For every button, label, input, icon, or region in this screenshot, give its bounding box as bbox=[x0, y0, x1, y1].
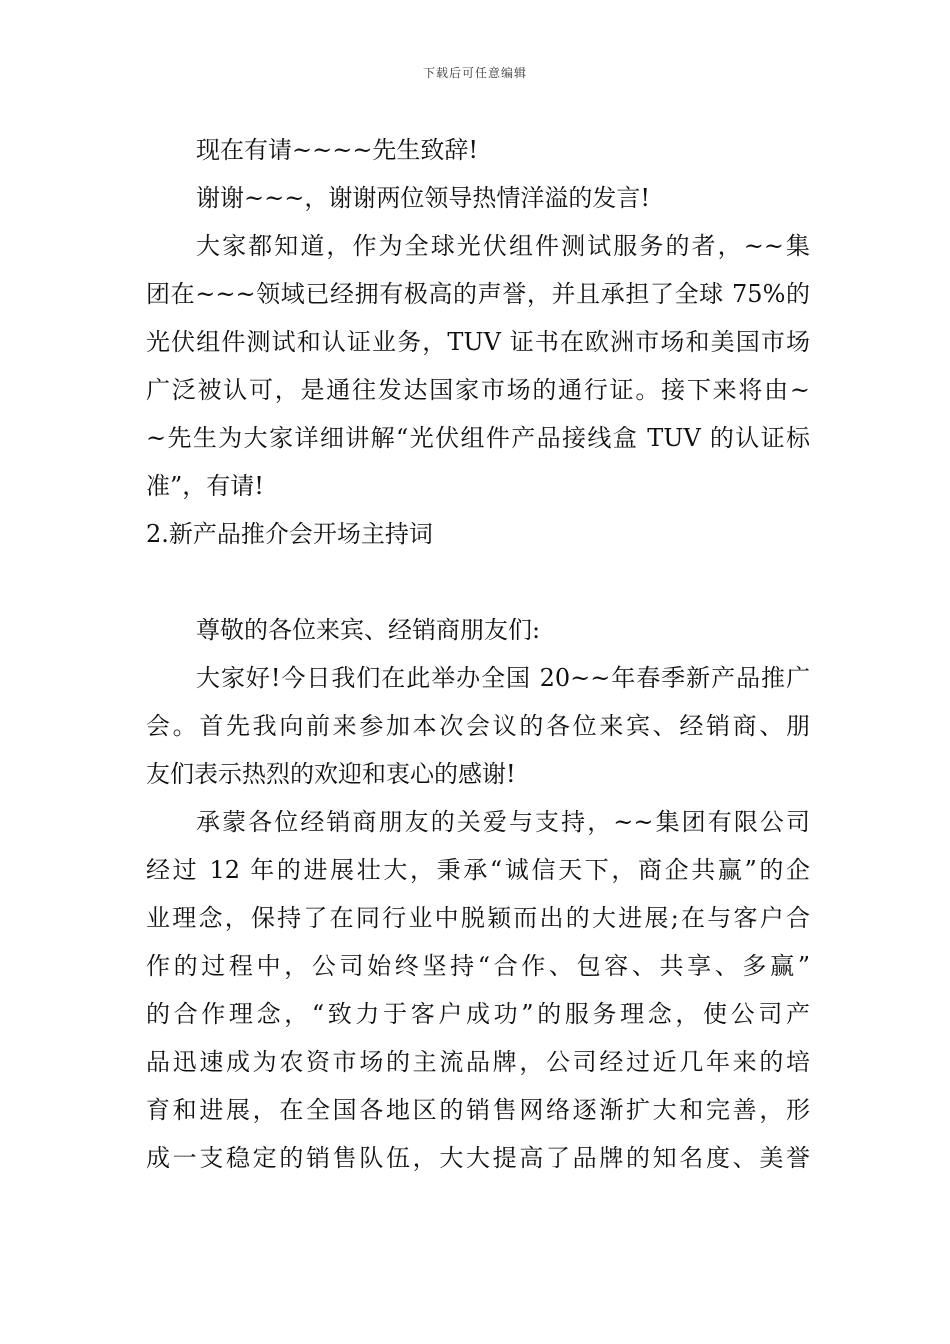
paragraph-line: 团在~~~领域已经拥有极高的声誉，并且承担了全球 75%的 bbox=[146, 280, 810, 308]
paragraph-line: 光伏组件测试和认证业务，TUV 证书在欧洲市场和美国市场 bbox=[146, 328, 810, 356]
section-heading: 2.新产品推介会开场主持词 bbox=[146, 520, 433, 548]
paragraph-line: 育和进展，在全国各地区的销售网络逐渐扩大和完善，形 bbox=[146, 1096, 810, 1124]
paragraph-line: 大家都知道，作为全球光伏组件测试服务的者，~~集 bbox=[196, 232, 810, 260]
paragraph-line: 准”，有请! bbox=[146, 472, 264, 500]
paragraph-line: 承蒙各位经销商朋友的关爱与支持，~~集团有限公司 bbox=[196, 808, 810, 836]
paragraph-line: 会。首先我向前来参加本次会议的各位来宾、经销商、朋 bbox=[146, 712, 810, 740]
paragraph-line: 谢谢~~~，谢谢两位领导热情洋溢的发言! bbox=[196, 184, 650, 212]
page-header: 下载后可任意编辑 bbox=[422, 66, 527, 80]
paragraph-line: 经过 12 年的进展壮大，秉承“诚信天下，商企共赢”的企 bbox=[146, 856, 810, 884]
paragraph-line: 现在有请~~~~先生致辞! bbox=[196, 136, 479, 164]
paragraph-line: 的合作理念，“致力于客户成功”的服务理念，使公司产 bbox=[146, 1000, 810, 1028]
blank-line bbox=[146, 558, 810, 606]
paragraph-line: 品迅速成为农资市场的主流品牌，公司经过近几年来的培 bbox=[146, 1048, 810, 1076]
document-body bbox=[146, 126, 810, 1182]
paragraph-line: 友们表示热烈的欢迎和衷心的感谢! bbox=[146, 760, 516, 788]
paragraph-line: 大家好!今日我们在此举办全国 20~~年春季新产品推广 bbox=[196, 664, 810, 692]
paragraph-line: ~先生为大家详细讲解“光伏组件产品接线盒 TUV 的认证标 bbox=[146, 424, 810, 452]
paragraph-line: 作的过程中，公司始终坚持“合作、包容、共享、多赢” bbox=[146, 952, 810, 980]
paragraph-line: 业理念，保持了在同行业中脱颖而出的大进展;在与客户合 bbox=[146, 904, 810, 932]
paragraph-line: 广泛被认可，是通往发达国家市场的通行证。接下来将由~ bbox=[146, 376, 810, 404]
paragraph-line: 成一支稳定的销售队伍，大大提高了品牌的知名度、美誉 bbox=[146, 1144, 810, 1172]
greeting-line: 尊敬的各位来宾、经销商朋友们: bbox=[196, 616, 541, 644]
